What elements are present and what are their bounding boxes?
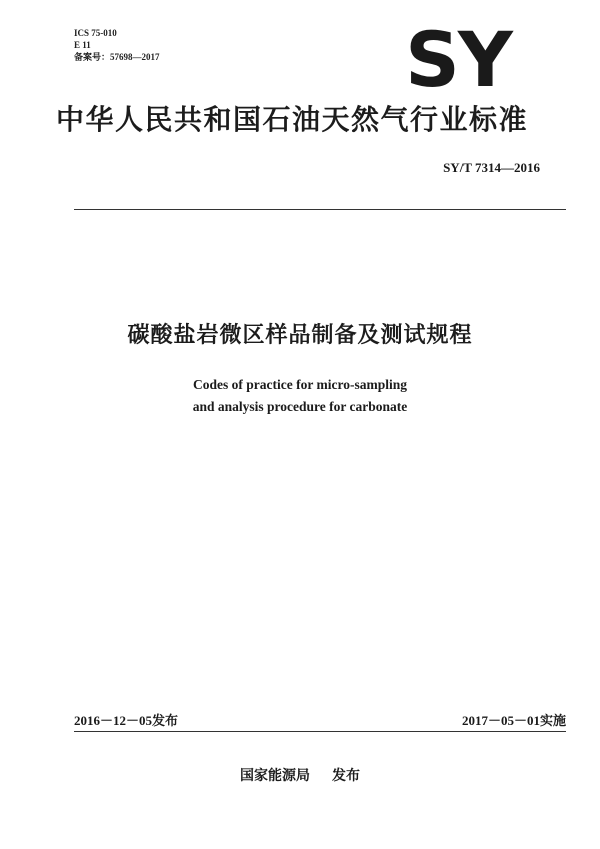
implementation-date: 2017－05－01实施 xyxy=(461,713,566,728)
classification-block xyxy=(74,27,160,63)
english-title-line-1: Codes of practice for micro-sampling xyxy=(193,377,407,392)
publisher-name: 国家能源局 xyxy=(240,768,310,784)
document-title-chinese: 碳酸盐岩微区样品制备及测试规程 xyxy=(127,323,473,348)
issue-date: 2016－12－05发布 xyxy=(74,713,179,728)
ccs-code: E 11 xyxy=(74,40,91,50)
english-title-line-2: and analysis procedure for carbonate xyxy=(192,399,408,414)
ics-code: ICS 75-010 xyxy=(74,28,117,38)
standard-number: SY/T 7314—2016 xyxy=(443,160,540,175)
sy-logo-text: SY xyxy=(405,22,511,94)
document-title-english xyxy=(0,374,600,418)
bottom-divider xyxy=(74,731,566,732)
top-divider xyxy=(74,209,566,210)
sy-logo xyxy=(398,22,518,94)
publish-action: 发布 xyxy=(332,768,360,784)
standard-organization: 中华人民共和国石油天然气行业标准 xyxy=(56,103,529,136)
publisher-line xyxy=(0,765,600,785)
record-number: 备案号：57698—2017 xyxy=(74,52,160,62)
